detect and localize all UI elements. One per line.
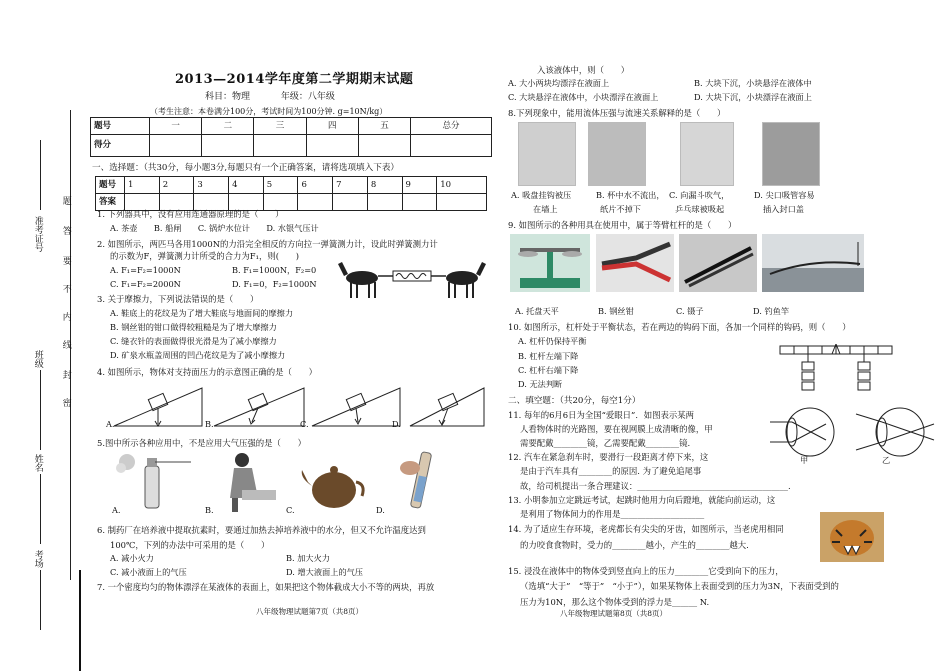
answer-blank[interactable] [194, 194, 229, 211]
q5-image-a [115, 452, 195, 512]
footer-right: 八年级物理试题第8页（共8页） [560, 609, 668, 618]
section-2-intro: 二、填空题：（共20分，每空1分） [508, 396, 641, 406]
question-7: 7. 一个密度均匀的物体漂浮在某液体的表面上，如果把这个物体截成大小不等的两块，再放 [97, 582, 435, 592]
question-7-option-d: D. 大块下沉，小块漂浮在液面上 [694, 92, 812, 102]
question-7-option-a: A. 大小两块均漂浮在液面上 [508, 78, 610, 88]
question-12-line1: 12. 汽车在紧急刹车时，要滑行一段距离才停下来，这 [508, 452, 709, 462]
table-cell: 7 [333, 177, 368, 194]
q5-label-d: D. [376, 505, 385, 515]
table-row [96, 194, 487, 211]
seal-word: 线 [60, 340, 71, 349]
q8-caption-d2: 插入封口盖 [763, 204, 804, 214]
horses-spring-scale-image [338, 256, 486, 302]
q8-caption-b: B. 杯中水不流出， [596, 190, 665, 200]
question-6-option-b: B. 加大火力 [286, 553, 330, 563]
q9-image-balance [510, 234, 590, 292]
score-blank[interactable] [254, 135, 306, 157]
question-2-option-b: B. F₁=1000N，F₂=0 [232, 265, 317, 275]
q8-image-straw [762, 122, 820, 186]
question-15-line2: （选填“大于” “等于” “小于”），如果某物体上表面受到的压力为3N，下表面受到的 [520, 581, 839, 591]
table-cell: 五 [358, 118, 410, 135]
seal-word: 题 [60, 196, 71, 205]
table-cell: 四 [306, 118, 358, 135]
q8-caption-b2: 纸片不掉下 [600, 204, 641, 214]
score-table [90, 117, 492, 157]
question-9: 9. 如图所示的各种用具在使用中，属于等臂杠杆的是（ ） [508, 220, 737, 230]
answer-blank[interactable] [437, 194, 487, 211]
margin-label-exam-number: 准考证号 [32, 216, 43, 252]
table-cell: 4 [229, 177, 264, 194]
q4-label-a: A. [106, 419, 115, 429]
exam-note: （考生注意：本卷满分100分，考试时间为100分钟. g=10N/kg） [150, 107, 388, 116]
table-cell: 总分 [411, 118, 492, 135]
answer-blank[interactable] [367, 194, 402, 211]
question-5: 5.图中所示各种应用中，不是应用大气压强的是（ ） [97, 438, 306, 448]
question-4: 4. 如图所示，物体对支持面压力的示意图正确的是（ ） [97, 367, 318, 377]
question-11-line3: 需要配戴________镜，乙需要配戴________镜. [520, 438, 691, 448]
seal-word: 密 [60, 398, 71, 407]
table-cell: 1 [125, 177, 160, 194]
question-11-line2: 人看物体时的光路图，要在视网膜上成清晰的像，甲 [520, 424, 713, 434]
q8-caption-c: C. 向漏斗吹气， [669, 190, 730, 200]
eye-label-yi: 乙 [882, 455, 891, 465]
question-7-continued: 入该液体中，则（ ） [537, 65, 630, 75]
score-blank[interactable] [411, 135, 492, 157]
seal-word: 封 [60, 370, 71, 379]
question-6-line2: 100℃，下列的办法中可采用的是（ ） [110, 540, 270, 550]
table-cell: 得分 [91, 135, 150, 157]
question-13-line2: 是利用了物体间力的作用是____________________ [520, 509, 705, 519]
score-blank[interactable] [202, 135, 254, 157]
q8-image-funnel-ball [680, 122, 734, 186]
subject-label: 科目： [205, 92, 233, 102]
answer-blank[interactable] [298, 194, 333, 211]
q9-image-fishing-rod [762, 234, 864, 292]
question-1: 1. 下列器具中，没有应用连通器原理的是（ ） [97, 209, 284, 219]
q9-caption-b: B. 钢丝钳 [598, 306, 634, 316]
grade-label: 年级： [280, 92, 308, 102]
q5-label-a: A. [112, 505, 121, 515]
question-12-line2: 是由于汽车具有________的原因. 为了避免追尾事 [520, 466, 702, 476]
seal-word: 不 [60, 284, 71, 293]
answer-blank[interactable] [229, 194, 264, 211]
question-3-option-c: C. 缝衣针的表面做得很光滑是为了减小摩擦力 [110, 336, 277, 346]
q8-caption-c2: 乒乓球被吸起 [675, 204, 725, 214]
margin-blank [40, 474, 41, 544]
question-10: 10. 如图所示，杠杆处于平衡状态，若在两边的钩码下面，各加一个同样的钩码，则（ ） [508, 322, 851, 332]
margin-label-name: 姓名 [32, 454, 43, 472]
table-cell: 9 [402, 177, 437, 194]
margin-label-room: 考场 [32, 550, 43, 568]
margin-blank [40, 140, 41, 210]
question-6-option-d: D. 增大液面上的气压 [286, 567, 363, 577]
table-cell: 5 [263, 177, 298, 194]
page-title: 2013—2014学年度第二学期期末试题 [175, 72, 414, 87]
q4-label-c: C. [300, 419, 309, 429]
subject-line [205, 92, 335, 103]
table-cell: 10 [437, 177, 487, 194]
question-6-line1: 6. 制药厂在培养液中提取抗素时，要通过加热去掉培养液中的水分，但又不允许温度达到 [97, 525, 426, 535]
answer-table [95, 176, 487, 211]
answer-blank[interactable] [263, 194, 298, 211]
margin-rule [79, 570, 81, 671]
question-7-option-c: C. 大块悬浮在液体中，小块漂浮在液面上 [508, 92, 659, 102]
question-14-line2: 的力咬食食物时，受力的________越小，产生的________越大. [520, 540, 749, 550]
q8-image-cup-paper [588, 122, 646, 186]
eye-diagram [770, 404, 942, 460]
question-10-option-d: D. 无法判断 [518, 379, 563, 389]
answer-blank[interactable] [159, 194, 194, 211]
q8-caption-d: D. 尖口吸管容易 [754, 190, 815, 200]
margin-blank [40, 370, 41, 450]
table-cell: 2 [159, 177, 194, 194]
table-row [96, 177, 487, 194]
table-cell: 8 [367, 177, 402, 194]
question-2-option-c: C. F₁=F₂=2000N [110, 279, 181, 289]
question-10-option-a: A. 杠杆仍保持平衡 [518, 336, 587, 346]
question-2-line2: 的示数为F，弹簧测力计所受的合力为F₁，则( ) [110, 251, 300, 261]
q9-image-tweezers [679, 234, 757, 292]
question-2-option-d: D. F₁=0，F₂=1000N [232, 279, 317, 289]
q5-image-c [298, 458, 368, 510]
eye-label-jia: 甲 [800, 455, 809, 465]
q4-label-d: D. [392, 419, 401, 429]
q9-caption-d: D. 钓鱼竿 [753, 306, 790, 316]
answer-blank[interactable] [125, 194, 160, 211]
q5-label-c: C. [286, 505, 295, 515]
subject-value: 物理 [232, 92, 251, 102]
question-3-option-b: B. 钢丝钳的钳口做得较粗糙是为了增大摩擦力 [110, 322, 277, 332]
question-7-option-b: B. 大块下沉，小块悬浮在液体中 [694, 78, 812, 88]
question-10-option-b: B. 杠杆左端下降 [518, 351, 579, 361]
table-cell: 三 [254, 118, 306, 135]
question-1-options: A. 茶壶 B. 船闸 C. 锅炉水位计 D. 水银气压计 [110, 223, 319, 233]
question-3: 3. 关于摩擦力，下列说法错误的是（ ） [97, 294, 259, 304]
question-12-line3: 故，给司机提出一条合理建议：____________________________________. [520, 481, 791, 491]
question-13-line1: 13. 小明参加立定跳远考试，起跳时他用力向后蹬地，就能向前运动，这 [508, 495, 776, 505]
lever-diagram [778, 344, 894, 396]
question-6-option-c: C. 减小液面上的气压 [110, 567, 187, 577]
question-14-line1: 14. 为了适应生存环境，老虎都长有尖尖的牙齿，如图所示，当老虎用相同 [508, 524, 784, 534]
question-3-option-d: D. 矿泉水瓶盖周围的凹凸花纹是为了减小摩擦力 [110, 350, 286, 360]
answer-blank[interactable] [402, 194, 437, 211]
question-6-option-a: A. 减小火力 [110, 553, 154, 563]
question-15-line3: 压力为10N，那么这个物体受到的浮力是______ N. [520, 597, 710, 607]
question-10-option-c: C. 杠杆右端下降 [518, 365, 579, 375]
table-cell: 3 [194, 177, 229, 194]
seal-word: 要 [60, 256, 71, 265]
q9-caption-c: C. 镊子 [676, 306, 704, 316]
table-cell: 题号 [96, 177, 125, 194]
q9-image-pliers [596, 234, 674, 292]
table-cell: 二 [202, 118, 254, 135]
q5-image-d [392, 448, 452, 512]
table-cell: 6 [298, 177, 333, 194]
margin-label-class: 班级 [32, 350, 43, 368]
table-row [91, 135, 492, 157]
table-cell: 一 [150, 118, 202, 135]
q5-label-b: B. [205, 505, 214, 515]
q5-image-b [212, 450, 278, 514]
question-15-line1: 15. 浸没在液体中的物体受到竖直向上的压力________它受到向下的压力， [508, 566, 784, 576]
score-blank[interactable] [358, 135, 410, 157]
question-2-option-a: A. F₁=F₂=1000N [110, 265, 181, 275]
binding-margin [0, 0, 80, 671]
section-1-intro: 一、选择题：（共30分，每小题3分,每题只有一个正确答案，请将选项填入下表） [92, 163, 400, 173]
table-cell: 答案 [96, 194, 125, 211]
q8-caption-a: A. 吸盘挂钩被压 [511, 190, 572, 200]
question-8: 8.下列现象中，能用流体压强与流速关系解释的是（ ） [508, 108, 726, 118]
grade-value: 八年级 [307, 92, 335, 102]
score-blank[interactable] [150, 135, 202, 157]
seal-word: 答 [60, 226, 71, 235]
seal-word: 内 [60, 312, 71, 321]
footer-left: 八年级物理试题第7页（共8页） [256, 607, 364, 616]
table-cell: 题号 [91, 118, 150, 135]
margin-blank [40, 570, 41, 630]
q8-caption-a2: 在墙上 [533, 204, 558, 214]
q9-caption-a: A. 托盘天平 [515, 306, 559, 316]
answer-blank[interactable] [333, 194, 368, 211]
tiger-image [820, 512, 884, 562]
table-row [91, 118, 492, 135]
q8-image-suction-cup [518, 122, 576, 186]
question-11-line1: 11. 每年的6月6日为全国“爱眼日”．如图表示某两 [508, 410, 694, 420]
question-2-line1: 2. 如图所示，两匹马各用1000N的力沿完全相反的方向拉一弹簧测力计，设此时弹簧测力计 [97, 239, 438, 249]
score-blank[interactable] [306, 135, 358, 157]
q4-label-b: B. [205, 419, 214, 429]
question-3-option-a: A. 鞋底上的花纹是为了增大鞋底与地面间的摩擦力 [110, 308, 294, 318]
